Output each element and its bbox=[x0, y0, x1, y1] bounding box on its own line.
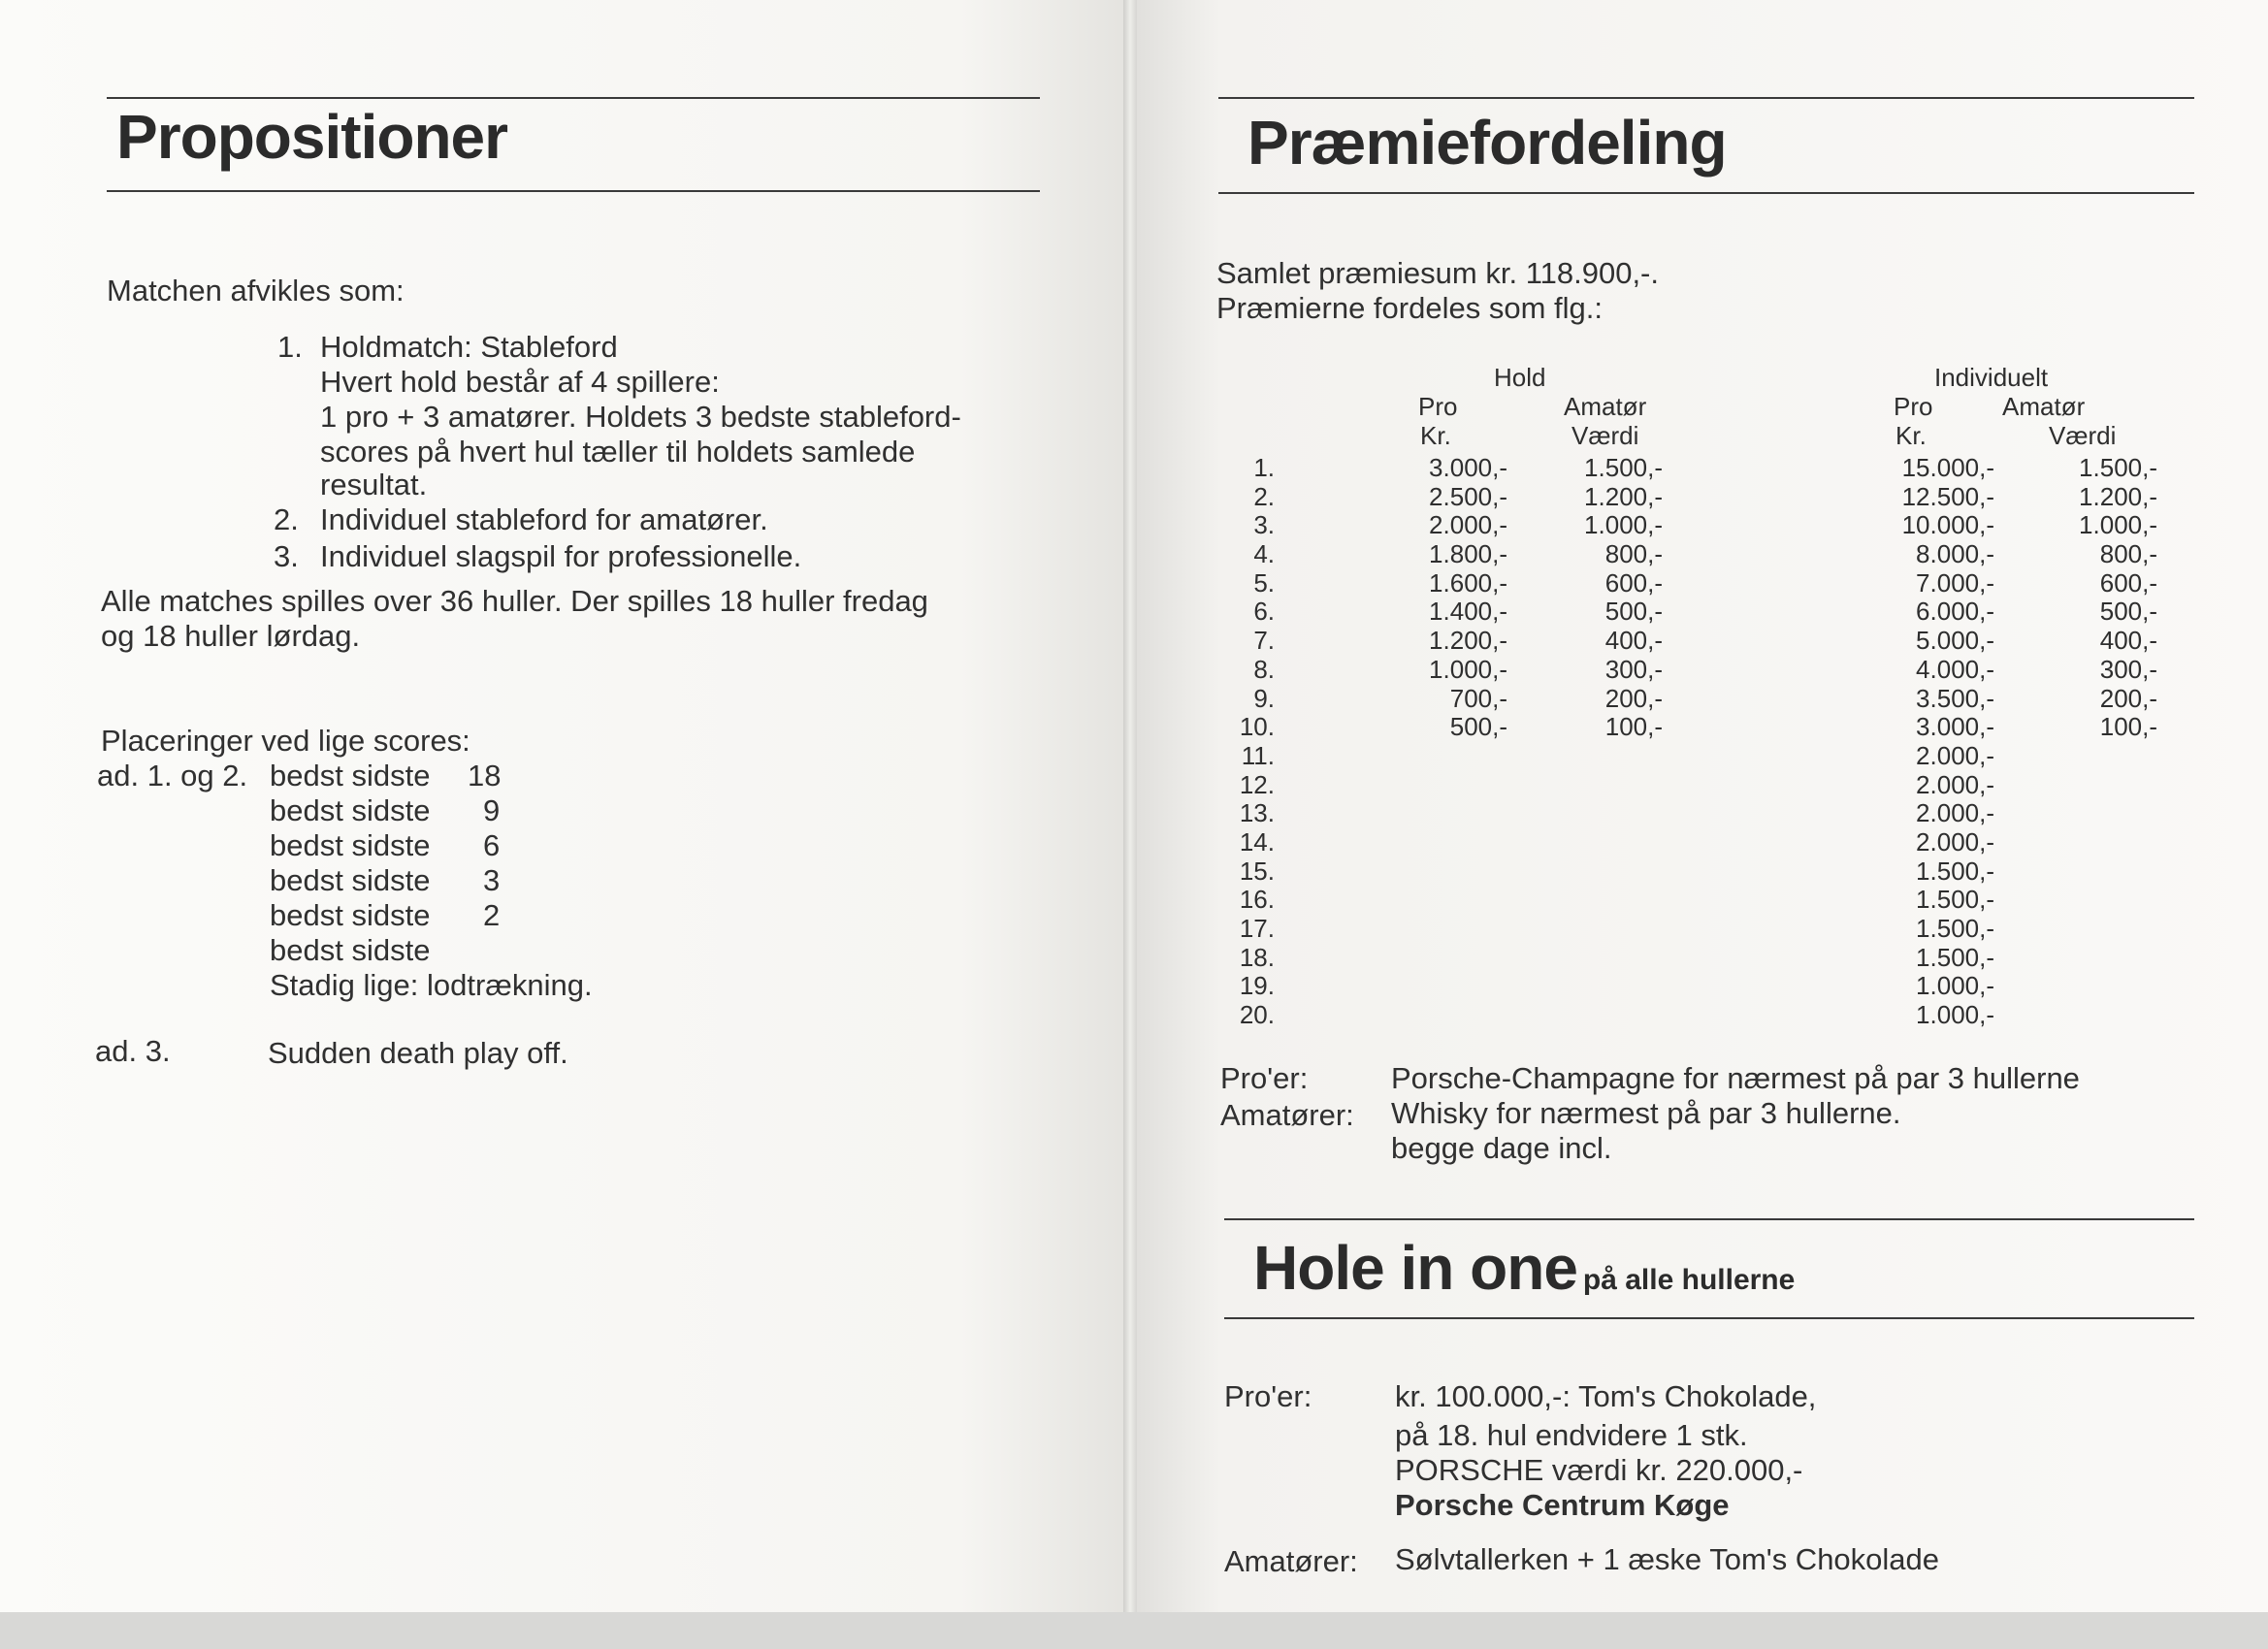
hold-amator-cell: 1.500,- bbox=[1584, 453, 1663, 482]
item-2-text: Individuel stableford for amatører. bbox=[320, 502, 768, 536]
tie-row-6-text: bedst sidste bbox=[270, 933, 431, 967]
hold-amator-cell: 1.000,- bbox=[1584, 510, 1663, 540]
header-individuelt: Individuelt bbox=[1934, 363, 2049, 392]
extra-pro-text: Porsche-Champagne for nærmest på par 3 hullerne bbox=[1391, 1061, 2080, 1095]
prize-table bbox=[1129, 454, 2268, 1036]
hold-pro-cell: 700,- bbox=[1449, 683, 1507, 713]
col-hold-pro bbox=[1391, 454, 1507, 742]
header-ind-amator: Amatør bbox=[2002, 392, 2086, 421]
place-cell: 20. bbox=[1239, 1000, 1275, 1030]
tie-row-1-text: bedst sidste bbox=[270, 759, 431, 792]
hold-pro-cell: 1.600,- bbox=[1429, 567, 1507, 598]
ind-pro-cell: 10.000,- bbox=[1901, 510, 1994, 540]
place-cell: 4. bbox=[1253, 539, 1275, 569]
ind-amator-cell: 300,- bbox=[2099, 654, 2157, 684]
hio-pro-line-2: på 18. hul endvidere 1 stk. bbox=[1395, 1418, 1748, 1452]
item-1-line-2: Hvert hold består af 4 spillere: bbox=[320, 365, 720, 399]
ind-pro-cell: 1.500,- bbox=[1916, 942, 1994, 972]
tie-row-5-text: bedst sidste bbox=[270, 898, 431, 932]
place-cell: 11. bbox=[1241, 740, 1275, 770]
place-cell: 18. bbox=[1239, 942, 1275, 972]
place-cell: 8. bbox=[1253, 654, 1275, 684]
ind-pro-cell: 1.500,- bbox=[1916, 914, 1994, 943]
prize-title-rule-top bbox=[1218, 97, 2194, 99]
tie-row-4-num: 3 bbox=[483, 863, 501, 897]
tie-heading: Placeringer ved lige scores: bbox=[101, 724, 470, 758]
place-cell: 17. bbox=[1239, 914, 1275, 943]
ad3-label: ad. 3. bbox=[95, 1034, 171, 1068]
tie-final: Stadig lige: lodtrækning. bbox=[270, 968, 593, 1002]
ind-pro-cell: 2.000,- bbox=[1916, 798, 1994, 828]
header-hold-unit: Kr. bbox=[1420, 421, 1451, 450]
tie-label: ad. 1. og 2. bbox=[97, 759, 248, 792]
tie-row-3-num: 6 bbox=[483, 828, 501, 862]
right-page bbox=[1129, 0, 2268, 1612]
ind-pro-cell: 1.000,- bbox=[1916, 971, 1994, 1001]
ind-pro-cell: 1.500,- bbox=[1916, 856, 1994, 886]
hold-amator-cell: 600,- bbox=[1604, 567, 1663, 598]
place-cell: 16. bbox=[1239, 885, 1275, 915]
extra-pro-label: Pro'er: bbox=[1220, 1061, 1309, 1095]
ind-amator-cell: 400,- bbox=[2099, 626, 2157, 656]
hio-pro-line-3: PORSCHE værdi kr. 220.000,- bbox=[1395, 1453, 1803, 1487]
hold-amator-cell: 300,- bbox=[1604, 654, 1663, 684]
ind-pro-cell: 7.000,- bbox=[1916, 567, 1994, 598]
place-cell: 14. bbox=[1239, 826, 1275, 857]
item-2-number: 2. bbox=[274, 502, 299, 536]
header-ind-pro: Pro bbox=[1894, 392, 1933, 421]
ind-amator-cell: 1.200,- bbox=[2079, 481, 2157, 511]
hio-title bbox=[1253, 1232, 1795, 1304]
header-ind-amator-unit: Værdi bbox=[2049, 421, 2117, 450]
place-cell: 9. bbox=[1253, 683, 1275, 713]
item-3-text: Individuel slagspil for professionelle. bbox=[320, 539, 802, 573]
ind-amator-cell: 800,- bbox=[2099, 539, 2157, 569]
ind-amator-cell: 200,- bbox=[2099, 683, 2157, 713]
page-title-propositioner: Propositioner bbox=[116, 102, 508, 172]
ind-pro-cell: 2.000,- bbox=[1916, 826, 1994, 857]
header-hold-amator-unit: Værdi bbox=[1571, 421, 1639, 450]
place-cell: 6. bbox=[1253, 597, 1275, 627]
ind-pro-cell: 1.000,- bbox=[1916, 1000, 1994, 1030]
page-title-praemiefordeling: Præmiefordeling bbox=[1247, 108, 1727, 178]
item-1-line-4: scores på hvert hul tæller til holdets samlede bbox=[320, 435, 916, 469]
place-cell: 19. bbox=[1239, 971, 1275, 1001]
col-ind-pro bbox=[1866, 454, 1994, 1030]
ind-amator-cell: 100,- bbox=[2099, 712, 2157, 742]
col-hold-amator bbox=[1546, 454, 1663, 742]
ad3-text: Sudden death play off. bbox=[268, 1036, 568, 1070]
hio-rule-top bbox=[1224, 1218, 2194, 1220]
extra-amator-line-2: begge dage incl. bbox=[1391, 1131, 1612, 1165]
hio-pro-line-1: kr. 100.000,-: Tom's Chokolade, bbox=[1395, 1379, 1817, 1413]
header-ind-unit: Kr. bbox=[1895, 421, 1927, 450]
item-1-number: 1. bbox=[277, 330, 303, 364]
hio-title-text: Hole in one bbox=[1253, 1233, 1577, 1303]
hold-amator-cell: 400,- bbox=[1604, 626, 1663, 656]
ind-pro-cell: 4.000,- bbox=[1916, 654, 1994, 684]
header-hold-pro: Pro bbox=[1418, 392, 1458, 421]
ind-pro-cell: 2.000,- bbox=[1916, 740, 1994, 770]
ind-pro-cell: 15.000,- bbox=[1901, 453, 1994, 482]
ind-amator-cell: 1.000,- bbox=[2079, 510, 2157, 540]
matches-line-1: Alle matches spilles over 36 huller. Der spilles 18 huller fredag bbox=[101, 584, 928, 618]
col-places bbox=[1216, 454, 1275, 1030]
hio-amator-text: Sølvtallerken + 1 æske Tom's Chokolade bbox=[1395, 1542, 1940, 1576]
extra-amator-label: Amatører: bbox=[1220, 1098, 1354, 1132]
hold-pro-cell: 1.800,- bbox=[1429, 539, 1507, 569]
ind-pro-cell: 3.000,- bbox=[1916, 712, 1994, 742]
item-1-line-1: Holdmatch: Stableford bbox=[320, 330, 618, 364]
hold-pro-cell: 1.400,- bbox=[1429, 597, 1507, 627]
hold-amator-cell: 200,- bbox=[1604, 683, 1663, 713]
ind-amator-cell: 600,- bbox=[2099, 567, 2157, 598]
hio-subtitle: på alle hullerne bbox=[1582, 1264, 1796, 1296]
tie-row-2-num: 9 bbox=[483, 793, 501, 827]
prize-title-rule-bottom bbox=[1218, 192, 2194, 194]
intro-text: Matchen afvikles som: bbox=[107, 274, 405, 307]
ind-pro-cell: 12.500,- bbox=[1901, 481, 1994, 511]
hold-amator-cell: 1.200,- bbox=[1584, 481, 1663, 511]
hio-amator-label: Amatører: bbox=[1224, 1544, 1358, 1578]
place-cell: 3. bbox=[1253, 510, 1275, 540]
place-cell: 12. bbox=[1239, 769, 1275, 799]
tie-row-3-text: bedst sidste bbox=[270, 828, 431, 862]
col-ind-amator bbox=[2041, 454, 2157, 742]
place-cell: 5. bbox=[1253, 567, 1275, 598]
header-hold: Hold bbox=[1494, 363, 1546, 392]
hold-pro-cell: 500,- bbox=[1449, 712, 1507, 742]
distribution-intro: Præmierne fordeles som flg.: bbox=[1216, 291, 1603, 325]
place-cell: 2. bbox=[1253, 481, 1275, 511]
place-cell: 1. bbox=[1253, 453, 1275, 482]
item-1-line-5: resultat. bbox=[320, 468, 428, 501]
tie-row-1-num: 18 bbox=[468, 759, 502, 792]
hold-amator-cell: 800,- bbox=[1604, 539, 1663, 569]
tie-row-2-text: bedst sidste bbox=[270, 793, 431, 827]
ind-pro-cell: 3.500,- bbox=[1916, 683, 1994, 713]
ind-pro-cell: 2.000,- bbox=[1916, 769, 1994, 799]
place-cell: 15. bbox=[1239, 856, 1275, 886]
hold-amator-cell: 100,- bbox=[1604, 712, 1663, 742]
ind-pro-cell: 1.500,- bbox=[1916, 885, 1994, 915]
hold-amator-cell: 500,- bbox=[1604, 597, 1663, 627]
ind-amator-cell: 1.500,- bbox=[2079, 453, 2157, 482]
tie-row-5-num: 2 bbox=[483, 898, 501, 932]
hold-pro-cell: 2.500,- bbox=[1429, 481, 1507, 511]
place-cell: 7. bbox=[1253, 626, 1275, 656]
title-rule-top bbox=[107, 97, 1040, 99]
hio-rule-bottom bbox=[1224, 1317, 2194, 1319]
extra-amator-line-1: Whisky for nærmest på par 3 hullerne. bbox=[1391, 1096, 1901, 1130]
hold-pro-cell: 3.000,- bbox=[1429, 453, 1507, 482]
place-cell: 13. bbox=[1239, 798, 1275, 828]
item-3-number: 3. bbox=[274, 539, 299, 573]
title-rule-bottom bbox=[107, 190, 1040, 192]
header-hold-amator: Amatør bbox=[1564, 392, 1647, 421]
place-cell: 10. bbox=[1239, 712, 1275, 742]
ind-pro-cell: 6.000,- bbox=[1916, 597, 1994, 627]
left-page bbox=[0, 0, 1129, 1612]
hold-pro-cell: 2.000,- bbox=[1429, 510, 1507, 540]
item-1-line-3: 1 pro + 3 amatører. Holdets 3 bedste stableford- bbox=[320, 400, 961, 434]
hio-pro-label: Pro'er: bbox=[1224, 1379, 1312, 1413]
hold-pro-cell: 1.000,- bbox=[1429, 654, 1507, 684]
ind-pro-cell: 5.000,- bbox=[1916, 626, 1994, 656]
hold-pro-cell: 1.200,- bbox=[1429, 626, 1507, 656]
hio-pro-sponsor: Porsche Centrum Køge bbox=[1395, 1488, 1730, 1522]
matches-line-2: og 18 huller lørdag. bbox=[101, 619, 361, 653]
ind-pro-cell: 8.000,- bbox=[1916, 539, 1994, 569]
total-prize: Samlet præmiesum kr. 118.900,-. bbox=[1216, 256, 1659, 290]
ind-amator-cell: 500,- bbox=[2099, 597, 2157, 627]
book-spine bbox=[1123, 0, 1137, 1612]
tie-row-4-text: bedst sidste bbox=[270, 863, 431, 897]
